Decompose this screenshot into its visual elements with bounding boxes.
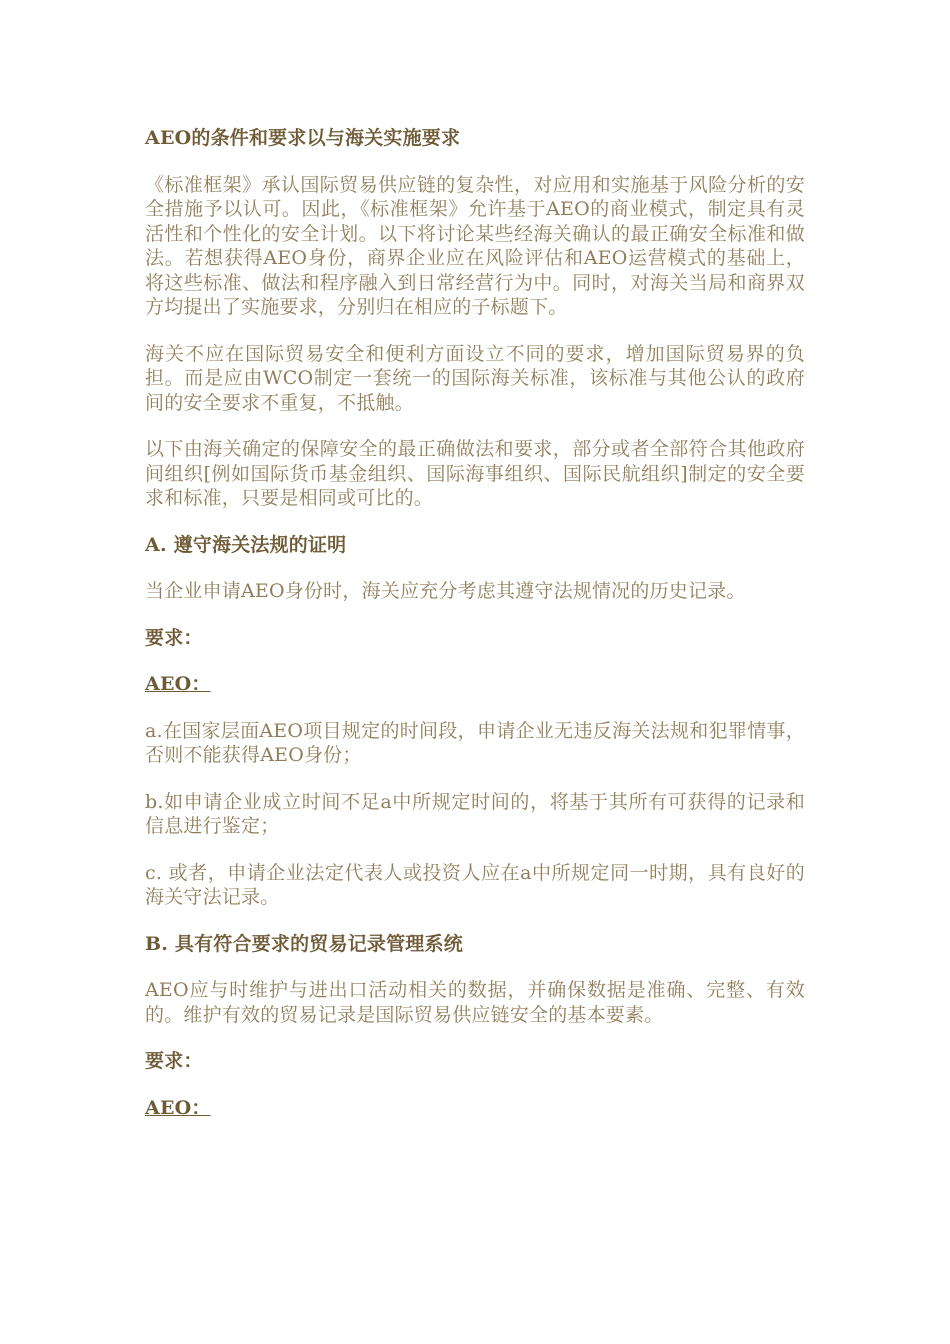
intro-paragraph-2: 海关不应在国际贸易安全和便利方面设立不同的要求，增加国际贸易界的负担。而是应由WCO制定一套统一的国际海关标准，该标准与其他公认的政府间的安全要求不重复，不抵触。: [145, 342, 805, 414]
section-a-requirements-label: 要求：: [145, 626, 203, 649]
section-a-item-c: c. 或者，申请企业法定代表人或投资人应在a中所规定同一时期，具有良好的海关守法记录。: [145, 861, 805, 908]
section-a-item-b: b.如申请企业成立时间不足a中所规定时间的，将基于其所有可获得的记录和信息进行鉴定；: [145, 790, 805, 837]
section-b-body: AEO应与时维护与进出口活动相关的数据，并确保数据是准确、完整、有效的。维护有效的贸易记录是国际贸易供应链安全的基本要素。: [145, 979, 805, 1026]
intro-paragraph-1: 《标准框架》承认国际贸易供应链的复杂性，对应用和实施基于风险分析的安全措施予以认可。因此，《标准框架》允许基于AEO的商业模式，制定具有灵活性和个性化的安全计划。以下将讨论某些经海关确认的最正确安全标准和做法。若想获得AEO身份，商界企业应在风险评估和AEO运营模式的基础上，将这些标准、做法和程序融入到日常经营行为中。同时，对海关当局和商界双方均提出了实施要求，分别归在相应的子标题下。: [145, 173, 805, 318]
section-a-aeo-label: AEO：: [145, 673, 211, 695]
section-b-aeo-label: AEO：: [145, 1096, 211, 1119]
document-page: [145, 118, 805, 1142]
section-a-body: 当企业申请AEO身份时，海关应充分考虑其遵守法规情况的历史记录。: [145, 580, 746, 602]
section-b-heading: B. 具有符合要求的贸易记录管理系统: [145, 932, 463, 955]
page-title: AEO的条件和要求以与海关实施要求: [145, 127, 461, 149]
section-a-heading: A. 遵守海关法规的证明: [145, 533, 347, 556]
section-b-requirements-label: 要求：: [145, 1050, 203, 1072]
section-a-item-a: a.在国家层面AEO项目规定的时间段，申请企业无违反海关法规和犯罪情事，否则不能获得AEO身份；: [145, 719, 805, 766]
intro-paragraph-3: 以下由海关确定的保障安全的最正确做法和要求，部分或者全部符合其他政府间组织[例如国际货币基金组织、国际海事组织、国际民航组织]制定的安全要求和标准，只要是相同或可比的。: [145, 438, 805, 509]
